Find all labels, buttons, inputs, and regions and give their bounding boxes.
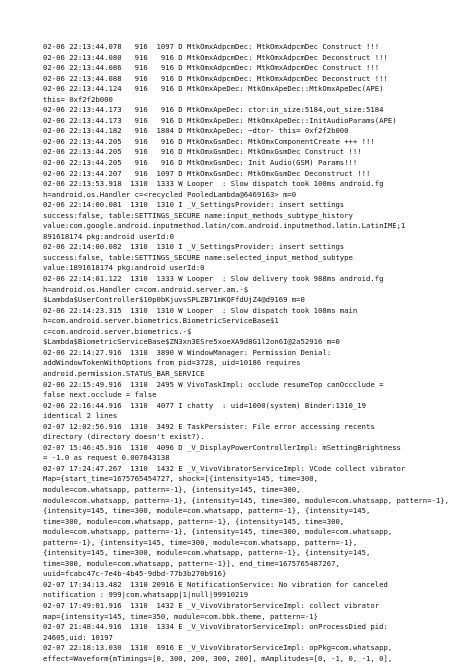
log-line: 02-06 22:13:44.173 916 916 D MtkOmxApeDec: MtkOmxApeDec::InitAudioParams(APE): [43, 115, 397, 125]
log-line: notification : 999|com.whatsapp|1|null|99910219: [43, 590, 249, 600]
log-line: time=300, module=com.whatsapp, pattern=-1}, {intensity=145, time=300,: [43, 516, 345, 526]
log-line: h=android.os.Handler c=<recycled PooledLambda@6469163> m=0: [43, 189, 297, 199]
log-line: directory (directory doesn't exist?).: [43, 432, 205, 442]
log-line: 02-06 22:13:44.173 916 916 D MtkOmxApeDec: ctor:in_size:5184,out_size:5184: [43, 105, 384, 115]
log-line: 02-06 22:13:44.205 916 916 D MtkOmxGsmDec: MtkOmxComponentCreate +++ !!!: [43, 136, 375, 146]
log-line: = -1.0 as request 0.007843138: [43, 453, 170, 463]
log-line: map={intensity=145, time=350, module=com.bbk.theme, pattern=-1}: [43, 611, 318, 621]
log-line: 02-07 12:02:56.916 1310 3492 E TaskPersister: File error accessing recents: [43, 421, 375, 431]
log-line: 02-06 22:13:44.205 916 916 D MtkOmxGsmDec: Init Audio(GSM) Params!!!: [43, 158, 358, 168]
log-line: {intensity=145, time=300, module=com.whatsapp, pattern=-1}, {intensity=145,: [43, 506, 371, 516]
log-line: 02-07 21:48:44.916 1310 1334 E _V_VivoVibratorServiceImpl: onProcessDied pid:: [43, 622, 388, 632]
log-line: {intensity=145, time=300, module=com.whatsapp, pattern=-1}, {intensity=145,: [43, 548, 371, 558]
log-line: pattern=-1}, {intensity=145, time=300, module=com.whatsapp, pattern=-1},: [43, 537, 358, 547]
log-line: value:com.google.android.inputmethod.latin/com.android.inputmethod.latin.LatinIME;1: [43, 221, 406, 231]
log-line: 02-06 22:13:44.078 916 1097 D MtkOmxAdpcmDec: MtkOmxAdpcmDec Construct !!!: [43, 42, 380, 51]
log-line: false next.occlude = false: [43, 390, 157, 400]
log-line: 02-06 22:14:00.081 1310 1310 I _V_SettingsProvider: insert settings: [43, 200, 345, 210]
log-line: value:1891618174 pkg:android userId:0: [43, 263, 205, 273]
log-line: 24605,uid: 10197: [43, 632, 113, 642]
log-line: Map={start_time=1675765454727, shock=[{intensity=145, time=300,: [43, 474, 318, 484]
log-line: 02-07 17:34:13.482 1310 20916 E NotificationService: No vibration for canceled: [43, 579, 388, 589]
log-line: 02-06 22:13:44.182 916 1804 D MtkOmxApeDec: ~dtor- this= 0xf2f2b000: [43, 126, 349, 136]
log-line: h=com.android.server.biometrics.BiometricServiceBase$1: [43, 316, 279, 326]
log-line: identical 2 lines: [43, 411, 118, 421]
log-line: 02-07 17:24:47.267 1310 1432 E _V_VivoVibratorServiceImpl: VCode collect vibrator: [43, 463, 406, 473]
log-line: $Lambda$UserController$10p0bKjuvsSPLZB71mKQFfdUjZ4@d9169 m=0: [43, 295, 305, 305]
log-line: 02-07 15:46:45.916 1310 4096 D _V_DisplayPowerControllerImpl: mSettingBrightness: [43, 442, 401, 452]
log-line: 02-06 22:13:44.205 916 916 D MtkOmxGsmDec: MtkOmxGsmDec Construct !!!: [43, 147, 362, 157]
log-line: success:false, table:SETTINGS_SECURE name:selected_input_method_subtype: [43, 252, 353, 262]
log-line: 02-07 22:18:13.030 1310 6916 E _V_VivoVibratorServiceImpl: opPkg=com.whatsapp,: [43, 643, 393, 653]
log-line: addWindowTokenWithOptions from pid=3728, uid=10186 requires: [43, 358, 301, 368]
log-line: 02-07 17:49:01.916 1310 1432 E _V_VivoVibratorServiceImpl: collect vibrator: [43, 600, 380, 610]
log-line: h=android.os.Handler c=com.android.server.am.-$: [43, 284, 249, 294]
log-line: 02-06 22:13:44.086 916 916 D MtkOmxAdpcmDec: MtkOmxAdpcmDec Construct !!!: [43, 63, 380, 73]
log-line: 891618174 pkg:android userId:0: [43, 231, 174, 241]
log-line: effect=Waveform{mTimings=[0, 300, 200, 300, 200], mAmplitudes=[0, -1, 0, -1, 0],: [43, 653, 393, 663]
log-line: 02-06 22:13:44.124 916 916 D MtkOmxApeDec: MtkOmxApeDec::MtkOmxApeDec(APE): [43, 84, 384, 94]
log-line: 02-06 22:13:53.918 1310 1333 W Looper : Slow dispatch took 100ms android.fg: [43, 179, 384, 189]
log-line: c=com.android.server.biometrics.-$: [43, 326, 192, 336]
log-line: 02-06 22:14:00.082 1310 1310 I _V_SettingsProvider: insert settings: [43, 242, 345, 252]
log-line: 02-06 22:13:44.088 916 916 D MtkOmxAdpcmDec: MtkOmxAdpcmDec Deconstruct !!!: [43, 73, 388, 83]
log-line: uuid=fcabc47c-7e4b-4b45-9dbd-77b3b270b916}: [43, 569, 227, 579]
log-line: module=com.whatsapp, pattern=-1}, {intensity=145, time=300,: [43, 484, 301, 494]
log-line: 02-06 22:13:44.207 916 1097 D MtkOmxGsmDec: MtkOmxGsmDec Deconstruct !!!: [43, 168, 371, 178]
log-line: 02-06 22:16:44.916 1310 4077 I chatty : uid=1000(system) Binder:1310_19: [43, 400, 367, 410]
log-line: this= 0xf2f2b000: [43, 94, 113, 104]
log-line: 02-06 22:13:44.080 916 916 D MtkOmxAdpcmDec: MtkOmxAdpcmDec Deconstruct !!!: [43, 52, 388, 62]
log-line: success:false, table:SETTINGS_SECURE name:input_methods_subtype_history: [43, 210, 353, 220]
log-line: 02-06 22:15:49.916 1310 2495 W VivoTaskImpl: occlude resumeTop canOccclude =: [43, 379, 384, 389]
log-line: $Lambda$BiometricServiceBase$ZN3xn3ESre5xoeXA9d8G1l2on6I@2a52916 m=0: [43, 337, 340, 347]
log-line: 02-06 22:14:27.916 1310 3890 W WindowManager: Permission Denial:: [43, 347, 332, 357]
log-line: android.permission.STATUS_BAR_SERVICE: [43, 368, 205, 378]
log-line: time=300, module=com.whatsapp, pattern=-1}], end_time=1675765487267,: [43, 558, 340, 568]
log-line: 02-06 22:14:01.122 1310 1333 W Looper : Slow delivery took 988ms android.fg: [43, 274, 384, 284]
log-line: 02-06 22:14:23.315 1310 1310 W Looper : Slow dispatch took 108ms main: [43, 305, 358, 315]
log-line: module=com.whatsapp, pattern=-1}, {intensity=145, time=300, module=com.whatsapp, pattern=-1},: [43, 495, 449, 505]
log-line: module=com.whatsapp, pattern=-1}, {intensity=145, time=300, module=com.whatsapp,: [43, 527, 393, 537]
log-text-block: [43, 42, 463, 664]
